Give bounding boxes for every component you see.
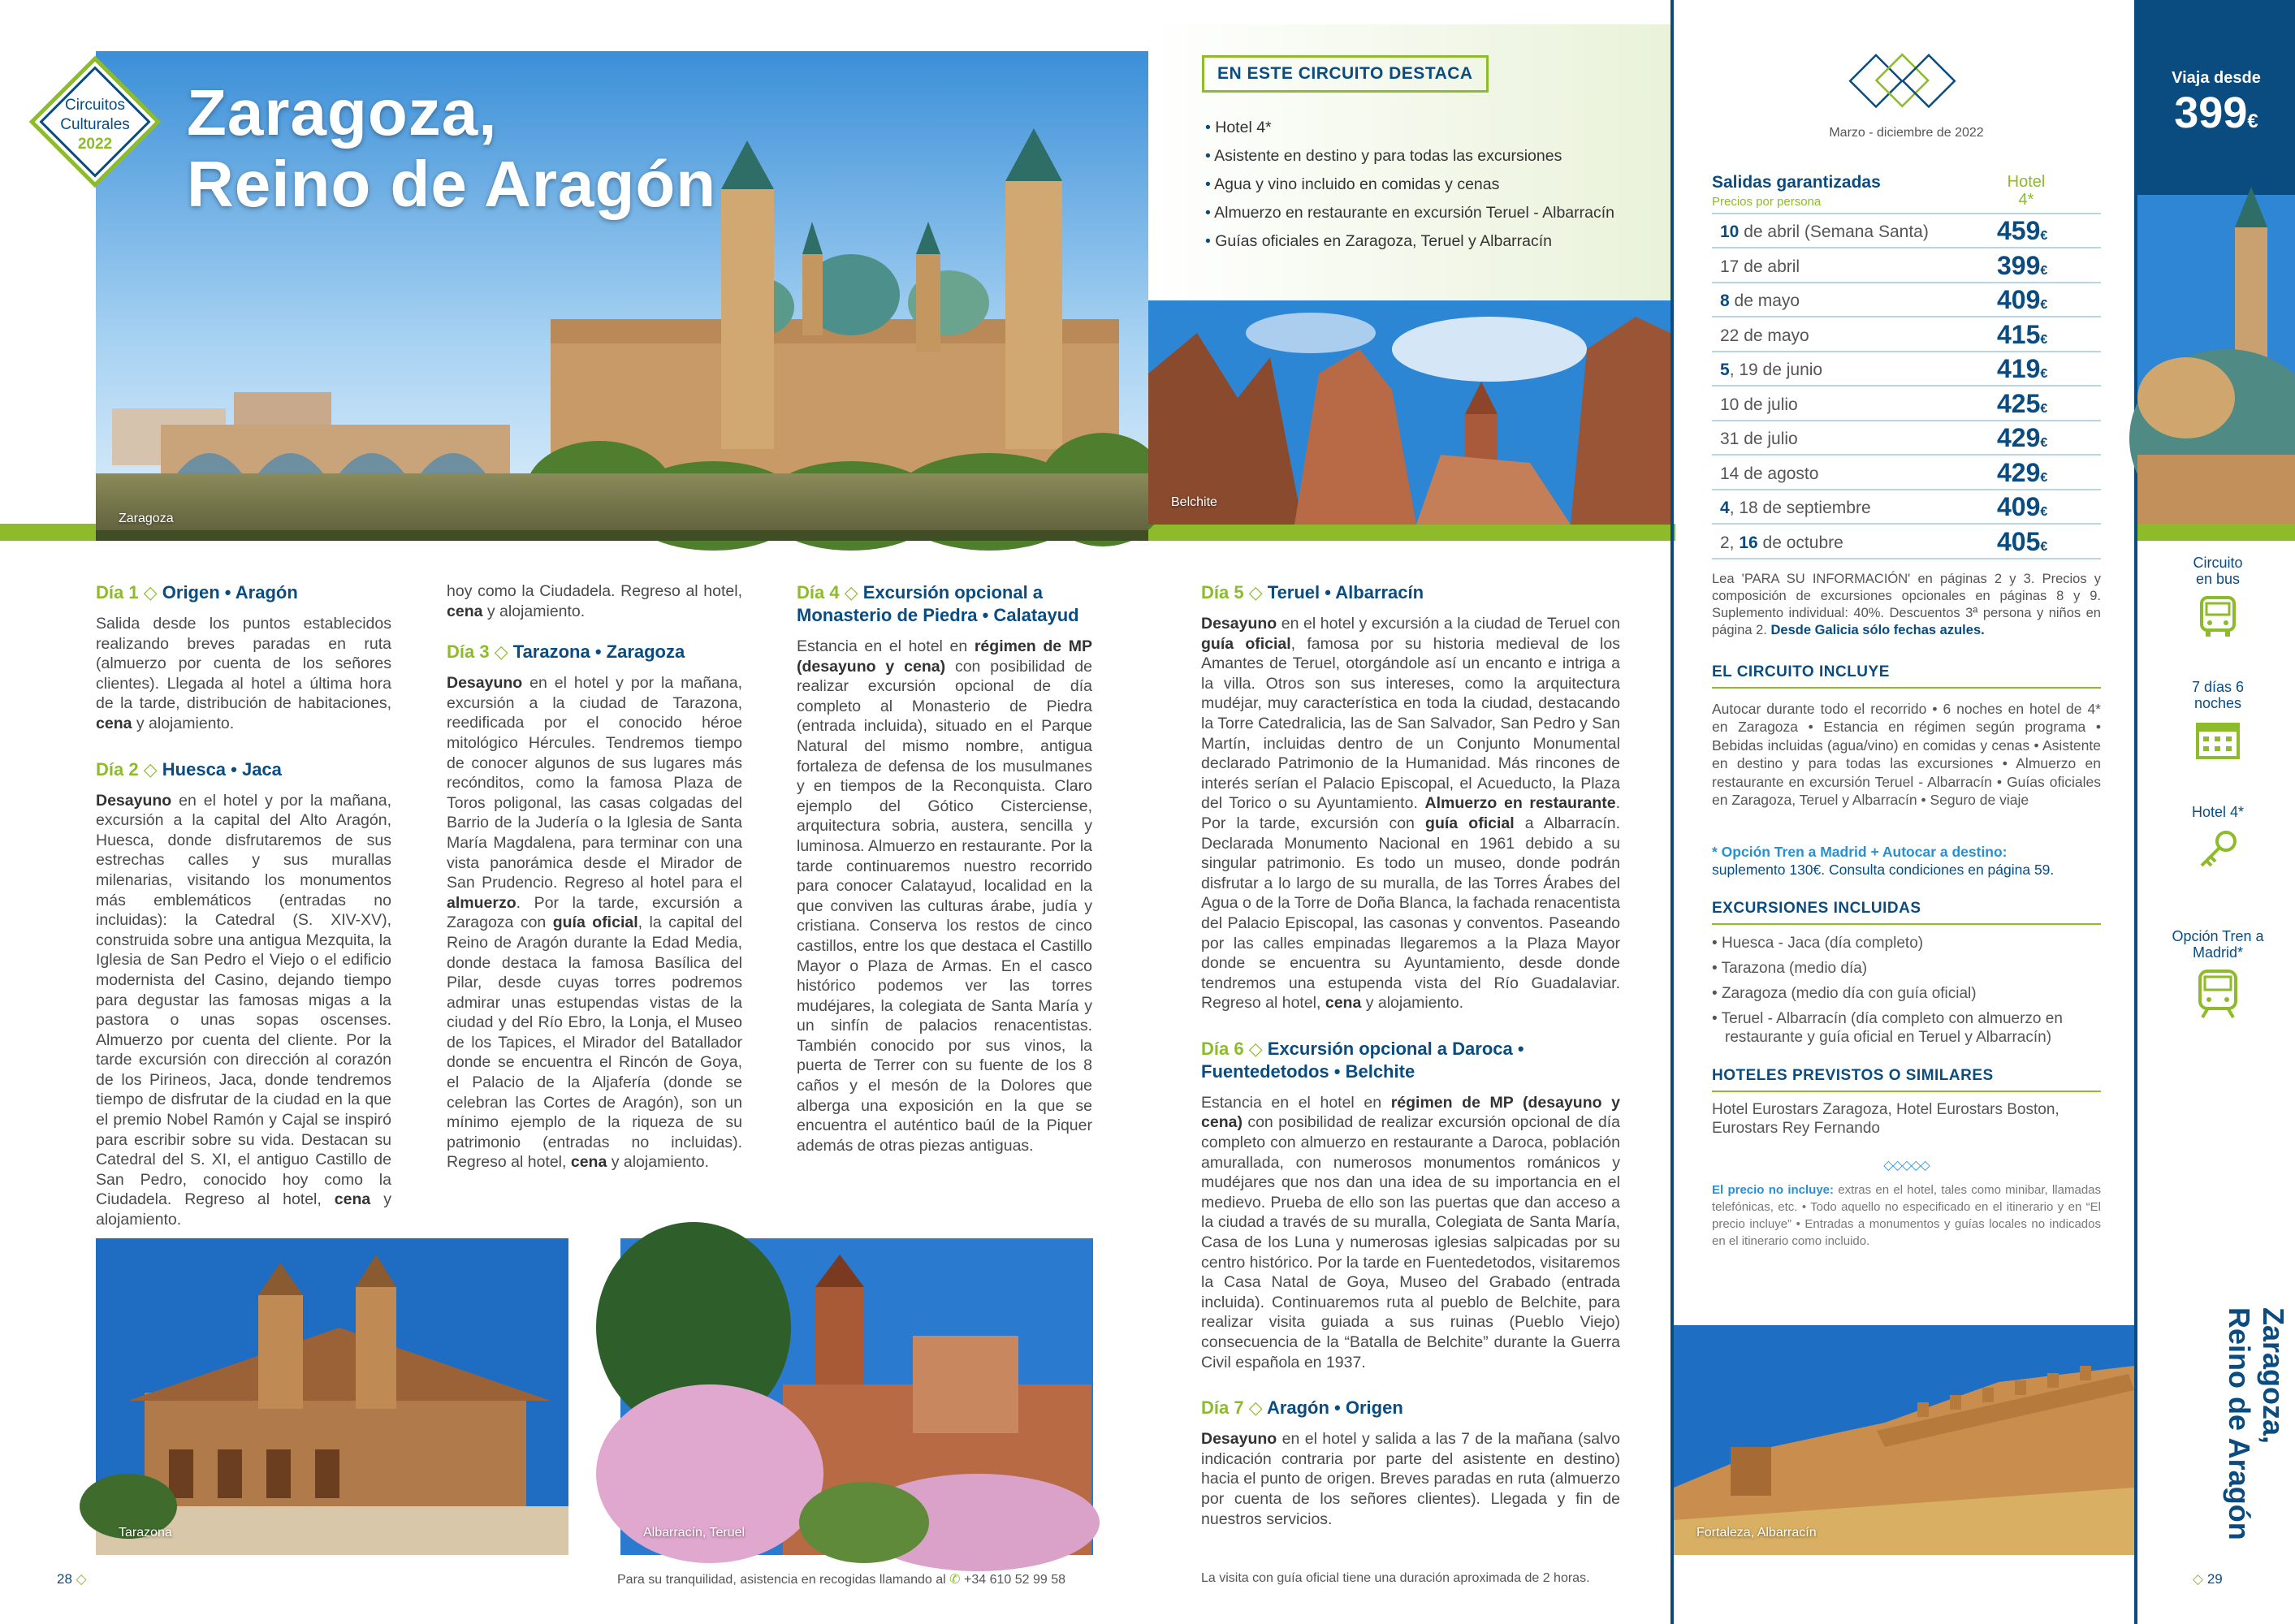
vertical-title-line-1: Zaragoza,	[2257, 1307, 2290, 1445]
photo-albarracin	[620, 1238, 1093, 1555]
photo-tarazona	[96, 1238, 568, 1555]
badge-line-2: Culturales	[60, 116, 130, 133]
departure-price: 409€	[1997, 492, 2048, 521]
departure-date: 17 de abril	[1720, 257, 1800, 276]
excursion-item: • Zaragoza (medio día con guía oficial)	[1712, 985, 1977, 1002]
day-heading: Día 7 ◇ Aragón • Origen	[1201, 1397, 1403, 1419]
departure-date: 31 de julio	[1720, 430, 1798, 448]
day-heading: Día 2 ◇ Huesca • Jaca	[96, 758, 282, 780]
price-from-label: Viaja desde	[2172, 69, 2261, 87]
badge-line-1: Circuitos	[65, 97, 125, 114]
day-text-continued: hoy como la Ciudadela. Regreso al hotel, cena y alojamiento.	[447, 582, 742, 620]
info-note: Lea 'PARA SU INFORMACIÓN' en páginas 2 y 3. Precios y composición de excursiones opcionales en páginas 8 y 9. Suplemento individual: 40%. Descuentos 3ª persona y niños en página 2. Desde Galicia sólo fechas azules.	[1712, 572, 2101, 637]
price-table	[1712, 214, 2101, 564]
title-line-1: Zaragoza,	[187, 76, 498, 149]
departure-row	[1712, 421, 2101, 456]
hotels-text: Hotel Eurostars Zaragoza, Hotel Eurostars Boston, Eurostars Rey Fernando	[1712, 1101, 2059, 1137]
departure-row	[1712, 352, 2101, 387]
departure-date: 22 de mayo	[1720, 326, 1809, 345]
photo-belchite	[1148, 300, 1670, 525]
departure-row	[1712, 525, 2101, 559]
calendar-icon	[2195, 719, 2241, 760]
not-included-text: El precio no incluye: extras en el hotel, tales como minibar, llamadas telefónicas, etc. • Todo aquello no especificado en el itinerario y en “El precio incluye” • Entradas a monumentos y guías locales no indicados en el itinerario como incluido.	[1712, 1183, 2102, 1248]
day-heading: Día 3 ◇ Tarazona • Zaragoza	[447, 641, 685, 663]
assistance-note	[617, 1571, 1065, 1587]
hotels-heading: HOTELES PREVISTOS O SIMILARES	[1712, 1067, 1994, 1084]
day-text: Salida desde los puntos establecidos realizando breves paradas en ruta (almuerzo por cuenta de los señores clientes). Llegada al hotel a última hora de la tarde, distribución de habitaciones, cena y alojamiento.	[96, 615, 391, 732]
departure-price: 429€	[1997, 457, 2048, 487]
feature-label: Hotel 4*	[2191, 804, 2245, 820]
guide-duration-note: La visita con guía oficial tiene una duración aproximada de 2 horas.	[1201, 1571, 1590, 1585]
photo-fortaleza-albarracin	[1674, 1325, 2134, 1555]
departure-price: 419€	[1997, 354, 2048, 383]
departure-date: 2, 16 de octubre	[1720, 533, 1843, 552]
highlights-box	[1148, 24, 1670, 300]
departures-subtitle: Precios por persona	[1712, 195, 1822, 209]
excursions-list	[1712, 934, 2101, 1047]
departure-row	[1712, 214, 2101, 248]
excursion-item: • Huesca - Jaca (día completo)	[1712, 935, 1924, 952]
photo-caption: Belchite	[1171, 495, 1217, 509]
departure-price: 459€	[1997, 216, 2048, 245]
phone-icon: ✆	[949, 1573, 961, 1587]
section-rule	[1712, 1091, 2101, 1092]
photo-caption: Albarracín, Teruel	[643, 1526, 746, 1540]
departure-price: 415€	[1997, 319, 2048, 349]
departure-price: 429€	[1997, 423, 2048, 452]
itinerary-column-2	[447, 581, 742, 1197]
departure-price: 425€	[1997, 388, 2048, 418]
departure-date: 8 de mayo	[1720, 292, 1800, 310]
assistance-phone[interactable]: +34 610 52 99 58	[964, 1573, 1066, 1587]
departure-row	[1712, 387, 2101, 421]
day-text: Estancia en el hotel en régimen de MP (desayuno y cena) con posibilidad de realizar excursión opcional de día completo con almuerzo en restaurante a Daroca, población amurallada, con numerosos monumentos románicos y mudéjares que nos dan una idea de su importancia en el medievo. Prueba de ello son las puertas que dan acceso a la ciudad a través de su muralla, Colegiata de Santa María, Casa de los Luna y numerosas iglesias salpicadas por su centro histórico. Por la tarde en Fuentedetodos, visitaremos la Casa Natal de Goya, Museo del Grabado (entrada incluida). Continuaremos ruta al pueblo de Belchite, para realizar visita guiada a sus ruinas (Pueblo Viejo) consecuencia de la “Batalla de Belchite” durante la Guerra Civil española en 1937.	[1201, 1093, 1620, 1371]
departure-row	[1712, 283, 2101, 317]
day-text: Desayuno en el hotel y excursión a la ciudad de Teruel con guía oficial, famosa por su historia medieval de los Amantes de Teruel, otorgándole así un encanto e intriga a la villa. Otros son sus intereses, como la arquitectura mudéjar, muy característica en toda la ciudad, destacando la Torre Catedralicia, las de San Salvador, San Pedro y San Martín, incluidas dentro de un Conjunto Monumental declarado Patrimonio de la Humanidad. Más rincones de interés serían el Palacio Episcopal, el Acueducto, la Plaza del Torico o su Ayuntamiento. Almuerzo en restaurante. Por la tarde, excursión con guía oficial a Albarracín. Declarada Monumento Nacional en 1961 debido a su singular patrimonio. Es todo un museo, donde podrán disfrutar a lo largo de su muralla, de las Torres Árabes del Agua o de la Torre de Doña Blanca, la fachada renacentista del Palacio Episcopal, las casonas y conventos. Paseando por las calles empinadas llegaremos a la Plaza Mayor donde se encuentra su Ayuntamiento, desde donde tendremos una estupenda vista del Río Guadalaviar. Regreso al hotel, cena y alojamiento.	[1201, 615, 1621, 1013]
section-rule	[1712, 923, 2101, 925]
departure-date: 10 de abril (Semana Santa)	[1720, 222, 1929, 241]
title-line-2: Reino de Aragón	[187, 148, 717, 220]
season-dates: Marzo - diciembre de 2022	[1829, 126, 1984, 140]
day-text: Desayuno en el hotel y por la mañana, excursión a la ciudad de Tarazona, reedificada por el conocido héroe mitológico Hércules. Tendremos tiempo de conocer algunos de sus lugares más recónditos, como la famosa Plaza de Toros poligonal, las casas colgadas del Barrio de la Judería o la Iglesia de Santa María Magdalena, para terminar con una vista panorámica desde el Mirador de San Prudencio. Regreso al hotel para el almuerzo. Por la tarde, excursión a Zaragoza con guía oficial, la capital del Reino de Aragón durante la Edad Media, donde destaca la famosa Basílica del Pilar, desde cuyas torres podremos admirar unas estupendas vistas de la ciudad y del Río Ebro, la Lonja, el Museo de los Tapices, el Mirador del Batallador donde se encuentra el Rincón de Goya, el Palacio de la Aljafería (donde se celebran las Cortes de Aragón), son un mínimo ejemplo de la riqueza de su patrimonio (entradas no incluidas). Regreso al hotel, cena y alojamiento.	[447, 674, 742, 1172]
excursions-heading: EXCURSIONES INCLUIDAS	[1712, 900, 1921, 917]
photo-caption: Tarazona	[119, 1526, 172, 1540]
assistance-text: Para su tranquilidad, asistencia en recogidas llamando al	[617, 1573, 946, 1587]
day-heading: Día 5 ◇ Teruel • Albarracín	[1201, 582, 1424, 603]
departure-date: 10 de julio	[1720, 395, 1798, 414]
day-text: Estancia en el hotel en régimen de MP (desayuno y cena) con posibilidad de realizar excursión opcional de día completo al Monasterio de Piedra (entrada incluida), situado en el Parque Natural del mismo nombre, antigua fortaleza de defensa de los musulmanes y en tiempos de la Reconquista. Claro ejemplo del Gótico Cisterciense, arquitectura sobria, austera, sencilla y luminosa. Almuerzo en restaurante. Por la tarde continuaremos nuestro recorrido para conocer Calatayud, localidad en la que conviven las culturas árabe, judía y cristiana. Conserva los restos de cinco castillos, entre los que destaca el Castillo Mayor o Plaza de Armas. En el casco histórico podemos ver las torres mudéjares, la colegiata de Santa María y un sinfín de palacios renacentistas. También conocido por sus vinos, la puerta de Terrer con su fuente de los 8 caños y el mesón de la Dolores que alberga una exposición en la que se encuentra el auténtico baúl de la Piquer además de otras piezas antiguas.	[797, 637, 1092, 1155]
strip-photo-basilica	[2137, 195, 2295, 524]
page-title	[187, 77, 716, 220]
vertical-title-line-2: Reino de Aragón	[2223, 1307, 2256, 1540]
itinerary-column-4	[1201, 581, 1620, 1553]
bus-icon	[2198, 595, 2238, 639]
feature-duration	[2141, 679, 2295, 763]
badge-year: 2022	[77, 136, 113, 153]
departure-price: 405€	[1997, 526, 2048, 556]
circuitos-culturales-badge	[26, 53, 164, 191]
feature-label: Opción Tren a Madrid*	[2172, 928, 2264, 961]
excursion-item: • Teruel - Albarracín (día completo con almuerzo en restaurante y guía oficial en Teruel y Albarracín)	[1712, 1010, 2063, 1046]
departure-price: 399€	[1997, 250, 2048, 280]
train-option-note: * Opción Tren a Madrid + Autocar a destino: suplemento 130€. Consulta condiciones en página 59.	[1712, 844, 2055, 879]
highlight-item: • Guías oficiales en Zaragoza, Teruel y Albarracín	[1205, 232, 1553, 250]
day-heading: Día 6 ◇ Excursión opcional a Daroca • Fuentedetodos • Belchite	[1201, 1038, 1524, 1082]
hotel-key-icon	[2195, 828, 2241, 874]
day-text: Desayuno en el hotel y por la mañana, excursión a la capital del Alto Aragón, Huesca, donde disfrutaremos de sus estrechas calles y sus murallas milenarias, visitando los monumentos más emblemáticos (entradas no incluidas): la Catedral (S. XIV-XV), construida sobre una antigua Mezquita, la Iglesia de San Pedro el Viejo o el edificio modernista del Casino, dejando tiempo para degustar las famosas migas a la pastora o unas sopas oscenses. Almuerzo por cuenta del cliente. Por la tarde excursión con dirección al corazón de los Pirineos, Jaca, donde tendremos tiempo de disfrutar de la ciudad en la que el premio Nobel Ramón y Cajal se inspiró para escribir sobre su vida. Destacan su Catedral del S. XI, el antiguo Castillo de San Pedro, conocido hoy como la Ciudadela. Regreso al hotel, cena y alojamiento.	[96, 791, 391, 1229]
train-icon	[2196, 969, 2240, 1021]
departure-row	[1712, 490, 2101, 525]
includes-text: Autocar durante todo el recorrido • 6 noches en hotel de 4* en Zaragoza • Estancia en régimen según programa • Bebidas incluidas (agua/vino) en comidas y cenas • Asistente en destino y para todas las excursiones • Almuerzo en restaurante en excursión Teruel - Albarracín • Guías oficiales en Zaragoza, Teruel y Albarracín • Seguro de viaje	[1712, 701, 2101, 809]
itinerary-column-1	[96, 581, 391, 1229]
highlight-item: • Hotel 4*	[1205, 119, 1272, 136]
departure-row	[1712, 456, 2101, 490]
photo-caption: Zaragoza	[119, 512, 174, 525]
diamond-divider-icon: ◇◇◇◇◇	[1883, 1159, 1930, 1173]
day-heading: Día 4 ◇ Excursión opcional a Monasterio de Piedra • Calatayud	[797, 582, 1079, 625]
highlights-heading: EN ESTE CIRCUITO DESTACA	[1202, 55, 1489, 93]
price-from-box	[2137, 0, 2295, 195]
highlight-item: • Asistente en destino y para todas las excursiones	[1205, 147, 1562, 165]
price-from-value: 399€	[2174, 89, 2258, 137]
departure-date: 5, 19 de junio	[1720, 361, 1823, 379]
feature-hotel	[2141, 804, 2295, 877]
day-text: Desayuno en el hotel y salida a las 7 de la mañana (salvo indicación contraria por parte del asistente en destino) hacia el punto de origen. Breves paradas en ruta (almuerzo por cuenta de los señores clientes). Llegada y fin de nuestros servicios.	[1201, 1430, 1620, 1528]
hotel-column-header: Hotel 4*	[2007, 173, 2046, 209]
departure-row	[1712, 249, 2101, 283]
feature-bus	[2141, 555, 2295, 642]
departure-row	[1712, 318, 2101, 352]
itinerary-column-3	[797, 581, 1092, 1180]
feature-label: Circuito en bus	[2193, 555, 2243, 587]
feature-train	[2141, 928, 2295, 1024]
departure-date: 14 de agosto	[1720, 464, 1819, 483]
departure-price: 409€	[1997, 285, 2048, 314]
departures-title: Salidas garantizadas	[1712, 173, 1881, 192]
page-number-right: ◇ 29	[2193, 1571, 2223, 1587]
excursion-item: • Tarazona (medio día)	[1712, 960, 1868, 977]
photo-caption: Fortaleza, Albarracín	[1696, 1526, 1817, 1540]
highlight-item: • Agua y vino incluido en comidas y cenas	[1205, 175, 1500, 193]
diamonds-ornament-icon	[1842, 50, 1964, 115]
highlight-item: • Almuerzo en restaurante en excursión Teruel - Albarracín	[1205, 204, 1614, 222]
departure-date: 4, 18 de septiembre	[1720, 499, 1871, 517]
includes-heading: EL CIRCUITO INCLUYE	[1712, 663, 1890, 680]
strip-green-band	[2137, 524, 2295, 541]
vertical-title	[2160, 1307, 2290, 1559]
page-number-left: 28 ◇	[57, 1571, 87, 1587]
day-heading: Día 1 ◇ Origen • Aragón	[96, 582, 298, 603]
section-rule	[1712, 687, 2101, 689]
feature-label: 7 días 6 noches	[2191, 679, 2245, 711]
